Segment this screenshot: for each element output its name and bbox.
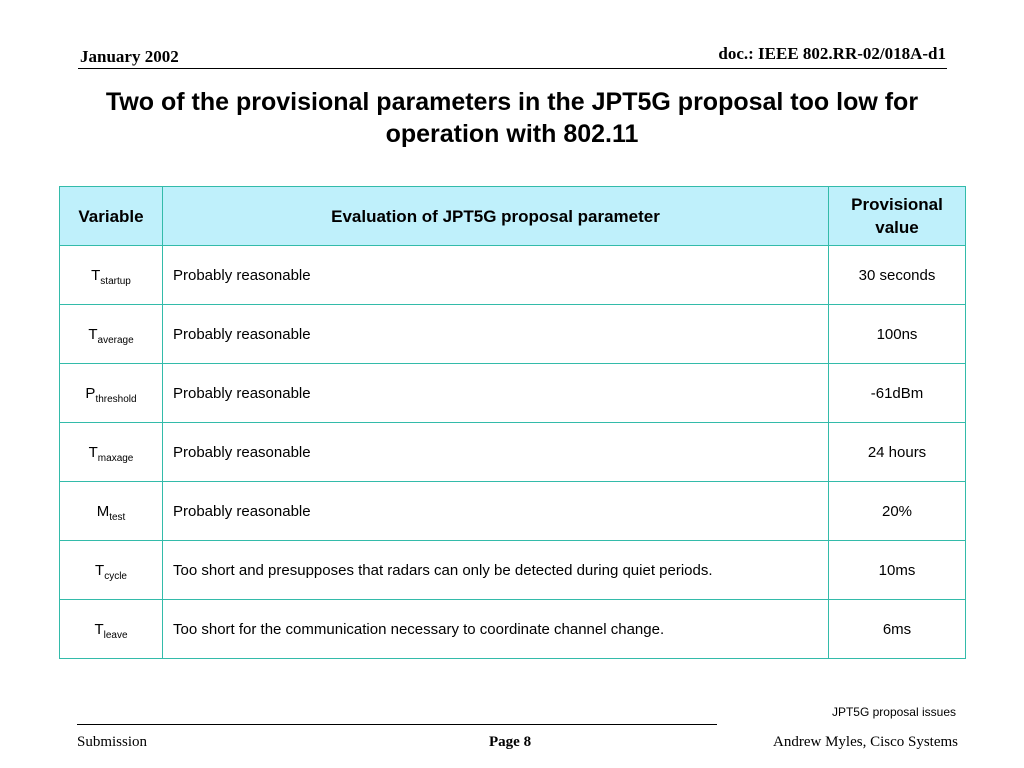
table-row [60, 600, 966, 659]
table-row [60, 305, 966, 364]
variable-cell [60, 246, 163, 305]
column-header-variable: Variable [60, 187, 163, 246]
variable-subscript: cycle [104, 570, 127, 582]
provisional-value-cell: 10ms [829, 541, 966, 600]
column-header-evaluation: Evaluation of JPT5G proposal parameter [163, 187, 829, 246]
variable-symbol: P [85, 384, 96, 402]
header-date: January 2002 [80, 47, 179, 66]
table-row [60, 541, 966, 600]
variable-subscript: startup [100, 275, 131, 287]
provisional-value-cell: 30 seconds [829, 246, 966, 305]
slide-label: JPT5G proposal issues [831, 705, 956, 719]
provisional-value-cell: 6ms [829, 600, 966, 659]
variable-symbol: T [91, 266, 101, 284]
variable-cell [60, 541, 163, 600]
slide-title: Two of the provisional parameters in the JPT5G proposal too low for operation with 802.11 [105, 88, 919, 148]
footer-divider [77, 724, 717, 725]
evaluation-cell: Probably reasonable [163, 305, 829, 364]
parameters-table [59, 186, 966, 659]
variable-symbol: T [94, 620, 104, 638]
variable-subscript: maxage [97, 452, 134, 464]
variable-subscript: leave [103, 629, 128, 641]
variable-subscript: average [97, 334, 134, 346]
variable-symbol: T [95, 561, 105, 579]
footer-submission: Submission [77, 734, 148, 750]
evaluation-cell: Probably reasonable [163, 482, 829, 541]
variable-symbol: T [88, 443, 98, 461]
variable-cell [60, 305, 163, 364]
variable-subscript: threshold [95, 393, 137, 405]
evaluation-cell: Probably reasonable [163, 364, 829, 423]
provisional-value-cell: 24 hours [829, 423, 966, 482]
variable-symbol: M [96, 502, 110, 520]
column-header-provisional-value: Provisional value [829, 187, 966, 246]
header-divider [78, 68, 947, 69]
evaluation-cell: Too short and presupposes that radars can only be detected during quiet periods. [163, 541, 829, 600]
variable-cell [60, 600, 163, 659]
evaluation-cell: Probably reasonable [163, 246, 829, 305]
evaluation-cell: Too short for the communication necessary to coordinate channel change. [163, 600, 829, 659]
variable-cell [60, 364, 163, 423]
provisional-value-cell: 100ns [829, 305, 966, 364]
table-row [60, 364, 966, 423]
variable-cell [60, 482, 163, 541]
variable-symbol: T [88, 325, 98, 343]
table-header-row [60, 187, 966, 246]
variable-cell [60, 423, 163, 482]
footer-page-number: Page 8 [489, 734, 532, 750]
header-doc-id: doc.: IEEE 802.RR-02/018A-d1 [718, 44, 946, 63]
table-row [60, 482, 966, 541]
table-row [60, 423, 966, 482]
provisional-value-cell: -61dBm [829, 364, 966, 423]
footer-author: Andrew Myles, Cisco Systems [773, 734, 958, 750]
table-row [60, 246, 966, 305]
evaluation-cell: Probably reasonable [163, 423, 829, 482]
provisional-value-cell: 20% [829, 482, 966, 541]
variable-subscript: test [109, 511, 126, 523]
